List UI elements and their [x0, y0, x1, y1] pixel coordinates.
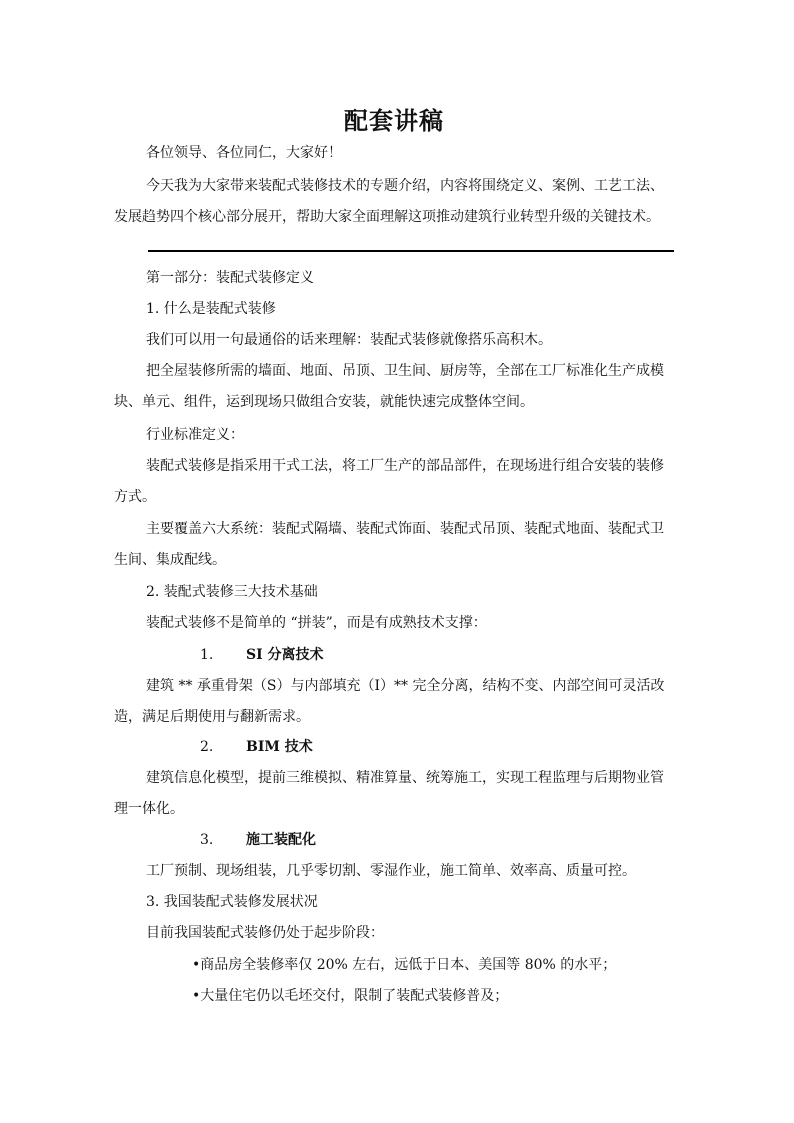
section1-paragraph-5: 主要覆盖六大系统：装配式隔墙、装配式饰面、装配式吊顶、装配式地面、装配式卫生间、集成配线。 — [114, 521, 664, 568]
page-title: 配套讲稿 — [344, 106, 444, 135]
tech-item-3-description: 工厂预制、现场组装，几乎零切割、零湿作业，施工简单、效率高、质量可控。 — [146, 863, 636, 879]
tech-item-1-number: 1. — [200, 647, 214, 663]
tech-item-2-description: 建筑信息化模型，提前三维模拟、精准算量、统筹施工，实现工程监理与后期物业管理一体化。 — [114, 770, 664, 817]
intro-paragraph: 今天我为大家带来装配式装修技术的专题介绍，内容将围绕定义、案例、工艺工法、发展趋势四个核心部分展开，帮助大家全面理解这项推动建筑行业转型升级的关键技术。 — [114, 178, 664, 225]
greeting-paragraph: 各位领导、各位同仁，大家好！ — [146, 145, 342, 161]
section3-heading: 3. 我国装配式装修发展状况 — [146, 894, 318, 910]
section2-heading: 2. 装配式装修三大技术基础 — [146, 584, 318, 600]
section3-intro: 目前我国装配式装修仍处于起步阶段： — [146, 925, 384, 941]
tech-item-3-label: 施工装配化 — [246, 832, 316, 848]
tech-item-2-label: BIM 技术 — [246, 739, 313, 755]
section1-paragraph-2: 把全屋装修所需的墙面、地面、吊顶、卫生间、厨房等，全部在工厂标准化生产成模块、单元、组件，运到现场只做组合安装，就能快速完成整体空间。 — [114, 363, 664, 410]
section1-heading: 1. 什么是装配式装修 — [146, 301, 276, 317]
tech-item-1-description: 建筑 ** 承重骨架（S）与内部填充（I）** 完全分离，结构不变、内部空间可灵活改造，满足后期使用与翻新需求。 — [114, 678, 665, 725]
tech-item-1-label: SI 分离技术 — [246, 647, 324, 663]
section1-paragraph-4: 装配式装修是指采用干式工法，将工厂生产的部品部件，在现场进行组合安装的装修方式。 — [114, 458, 664, 505]
tech-item-2-number: 2. — [200, 739, 214, 755]
tech-item-3-number: 3. — [200, 832, 214, 848]
section2-intro: 装配式装修不是简单的 “拼装”，而是有成熟技术支撑： — [146, 615, 487, 631]
bullet-item-2: •大量住宅仍以毛坯交付，限制了装配式装修普及； — [192, 988, 509, 1004]
section1-paragraph-1: 我们可以用一句最通俗的话来理解：装配式装修就像搭乐高积木。 — [146, 332, 552, 348]
bullet-item-1: •商品房全装修率仅 20% 左右，远低于日本、美国等 80% 的水平； — [192, 957, 617, 973]
section-divider — [148, 250, 674, 252]
part1-heading: 第一部分：装配式装修定义 — [146, 270, 314, 286]
section1-paragraph-3: 行业标准定义： — [146, 427, 244, 443]
